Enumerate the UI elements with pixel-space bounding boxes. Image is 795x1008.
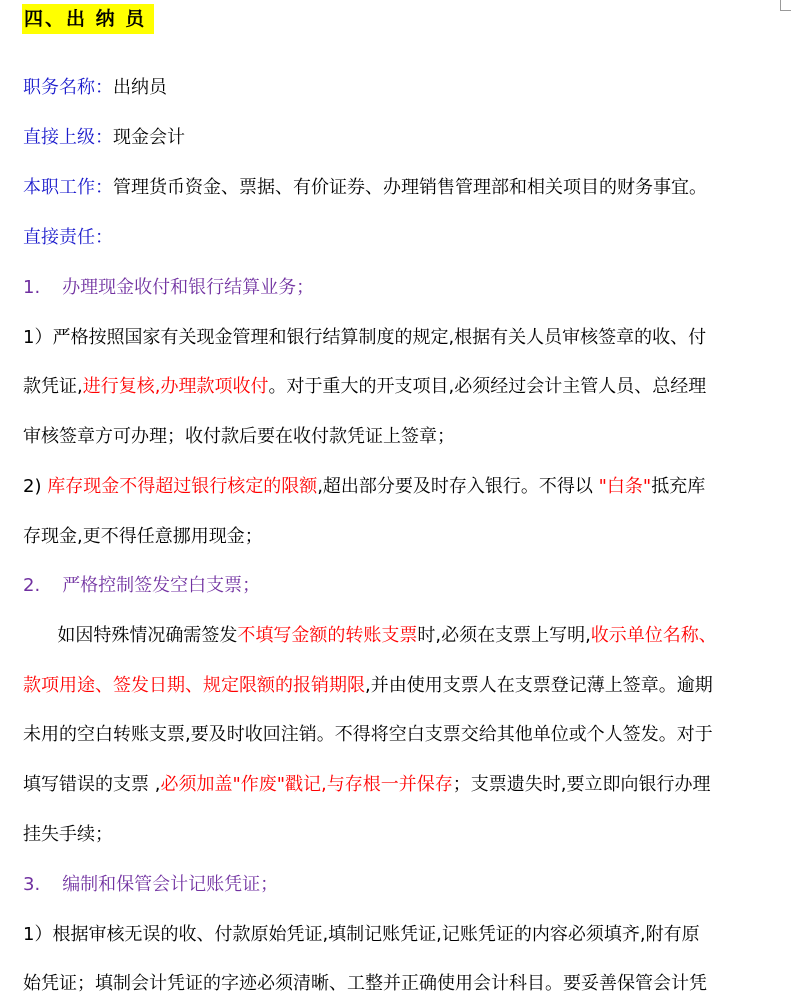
section-2-title-text: 严格控制签发空白支票；	[62, 575, 261, 596]
supervisor-row	[23, 125, 185, 151]
job-title-row	[23, 75, 167, 101]
supervisor-label: 直接上级：	[23, 127, 113, 148]
page-corner-mark	[780, 0, 791, 11]
paragraph-line	[23, 325, 706, 351]
text-run: ；支票遗失时,要立即向银行办理	[452, 774, 711, 795]
section-3-number: 3.	[23, 874, 41, 895]
text-run: 填写错误的支票 ,	[23, 774, 161, 795]
paragraph-line	[23, 524, 263, 550]
text-run: 2)	[23, 476, 48, 497]
text-run: 挂失手续；	[23, 824, 113, 845]
paragraph-line	[23, 722, 713, 748]
highlight-text: 不填写金额的转账支票	[237, 625, 418, 646]
text-run: 时,必须在支票上写明,	[417, 625, 591, 646]
paragraph-line	[23, 374, 706, 400]
paragraph-line	[23, 822, 113, 848]
paragraph-line	[23, 971, 707, 997]
job-title-label: 职务名称：	[23, 77, 113, 98]
highlight-text: 收示单位名称、	[590, 625, 717, 646]
text-run: 始凭证；填制会计凭证的字迹必须清晰、工整并正确使用会计科目。要妥善保管会计凭	[23, 973, 707, 994]
text-run: 审核签章方可办理；收付款后要在收付款凭证上签章；	[23, 426, 455, 447]
paragraph-line	[23, 623, 717, 649]
highlight-text: 进行复核,办理款项收付	[82, 376, 269, 397]
paragraph-line	[23, 922, 700, 948]
section-3-title-text: 编制和保管会计记账凭证；	[62, 874, 279, 895]
text-run: 抵充库	[651, 476, 706, 497]
duty-value: 管理货币资金、票据、有价证券、办理销售管理部和相关项目的财务事宜。	[113, 177, 707, 198]
text-run: 如因特殊情况确需签发	[23, 625, 238, 646]
text-run: 1）根据审核无误的收、付款原始凭证,填制记账凭证,记账凭证的内容必须填齐,附有原	[23, 924, 700, 945]
duty-row	[23, 175, 707, 201]
text-run: ,并由使用支票人在支票登记薄上签章。逾期	[365, 675, 713, 696]
highlight-text: "白条"	[598, 476, 652, 497]
paragraph-line	[23, 772, 710, 798]
text-run: 存现金,更不得任意挪用现金；	[23, 526, 263, 547]
text-run: ,超出部分要及时存入银行。不得以	[317, 476, 599, 497]
section-1-number: 1.	[23, 277, 41, 298]
paragraph-line	[23, 673, 713, 699]
paragraph-line	[23, 424, 455, 450]
paragraph-line	[23, 474, 705, 500]
text-run: 未用的空白转账支票,要及时收回注销。不得将空白支票交给其他单位或个人签发。对于	[23, 724, 713, 745]
text-run: 1）严格按照国家有关现金管理和银行结算制度的规定,根据有关人员审核签章的收、付	[23, 327, 707, 348]
text-run: 。对于重大的开支项目,必须经过会计主管人员、总经理	[268, 376, 707, 397]
section-2-title	[23, 573, 260, 599]
highlight-text: 库存现金不得超过银行核定的限额	[47, 476, 318, 497]
job-title-value: 出纳员	[113, 77, 167, 98]
section-1-title-text: 办理现金收付和银行结算业务；	[62, 277, 315, 298]
section-2-number: 2.	[23, 575, 41, 596]
text-run: 款凭证,	[23, 376, 83, 397]
section-heading: 四、出 纳 员	[22, 4, 154, 34]
highlight-text: 必须加盖"作废"戳记,与存根一并保存	[160, 774, 453, 795]
section-3-title	[23, 872, 278, 898]
duty-label: 本职工作：	[23, 177, 113, 198]
highlight-text: 款项用途、签发日期、规定限额的报销期限	[23, 675, 365, 696]
section-1-title	[23, 275, 314, 301]
supervisor-value: 现金会计	[113, 127, 185, 148]
responsibilities-label: 直接责任：	[23, 227, 113, 248]
